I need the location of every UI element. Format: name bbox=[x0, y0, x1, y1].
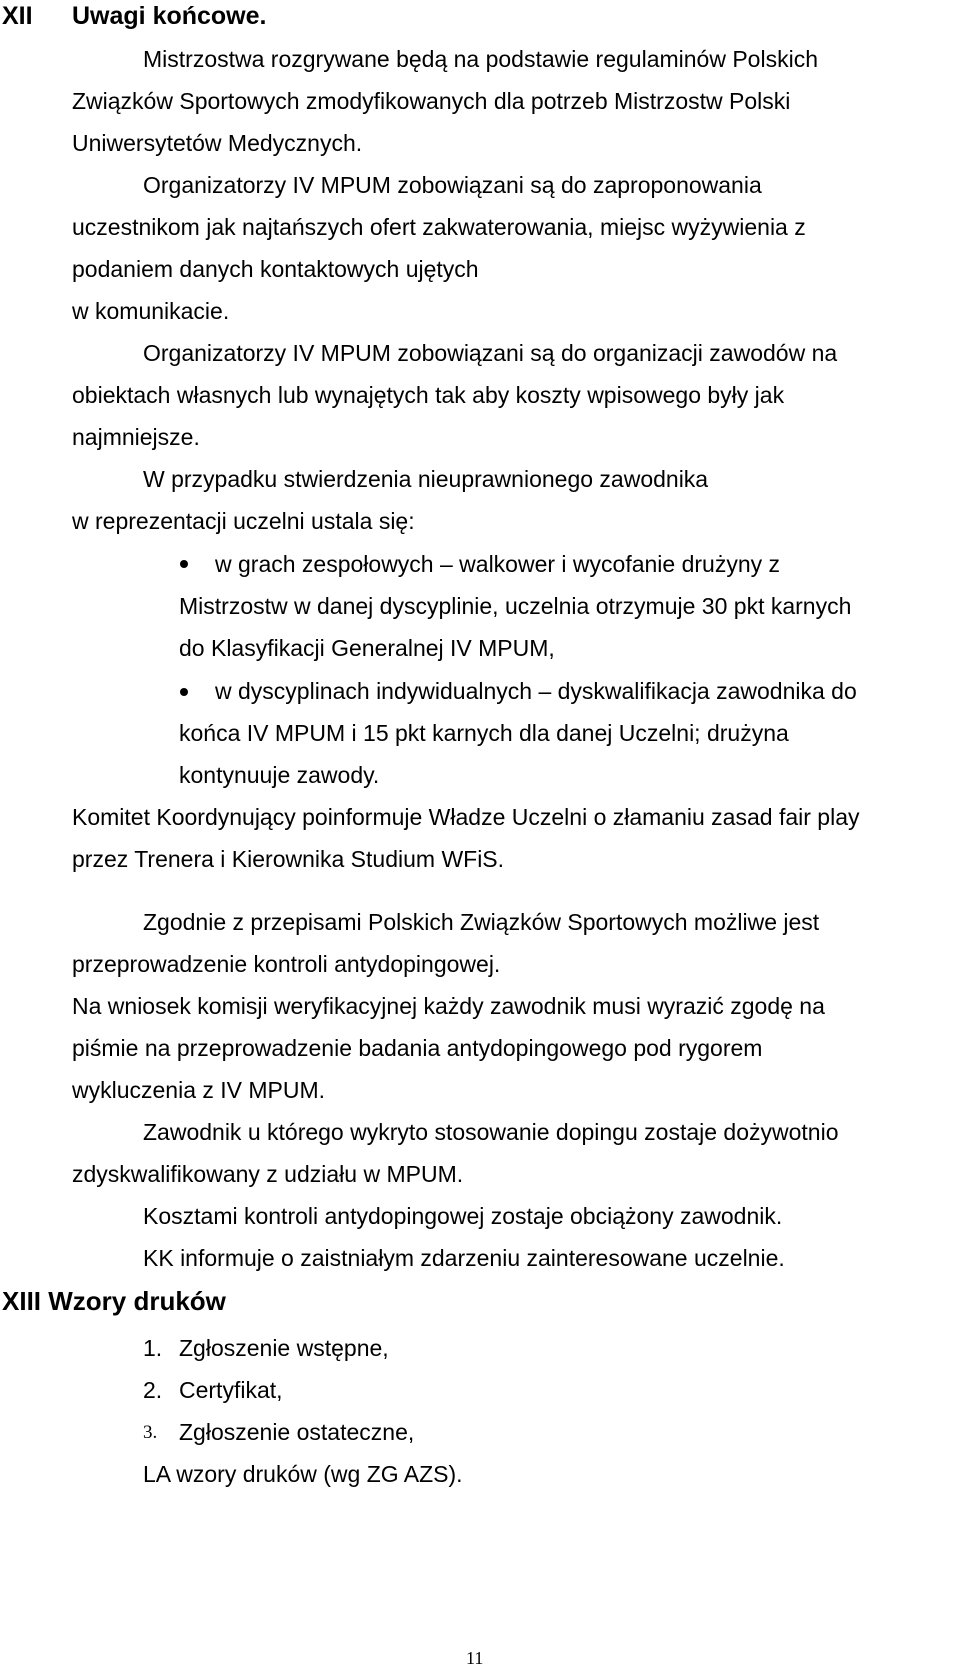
list-item-line: w grach zespołowych – walkower i wycofanie drużyny z bbox=[215, 551, 781, 577]
paragraph-line: Kosztami kontroli antydopingowej zostaje obciążony zawodnik. bbox=[143, 1203, 783, 1229]
list-item-number: 1. bbox=[143, 1335, 163, 1361]
bullet-icon bbox=[180, 560, 188, 568]
paragraph-line: KK informuje o zaistniałym zdarzeniu zainteresowane uczelnie. bbox=[143, 1245, 785, 1271]
page-number: 11 bbox=[466, 1648, 484, 1668]
section-title: XIII Wzory druków bbox=[2, 1286, 226, 1316]
paragraph-line: Zawodnik u którego wykryto stosowanie dopingu zostaje dożywotnio bbox=[143, 1119, 839, 1145]
paragraph-line: Komitet Koordynujący poinformuje Władze Uczelni o złamaniu zasad fair play bbox=[72, 804, 860, 830]
list-item-line: końca IV MPUM i 15 pkt karnych dla danej Uczelni; drużyna bbox=[179, 720, 789, 746]
paragraph-line: uczestnikom jak najtańszych ofert zakwaterowania, miejsc wyżywienia z bbox=[72, 214, 806, 240]
list-item-line: w dyscyplinach indywidualnych – dyskwalifikacja zawodnika do bbox=[215, 678, 857, 704]
paragraph-line: w reprezentacji uczelni ustala się: bbox=[72, 508, 415, 534]
section-number: XII bbox=[2, 2, 33, 30]
paragraph-line: Związków Sportowych zmodyfikowanych dla potrzeb Mistrzostw Polski bbox=[72, 88, 791, 114]
list-item-line: Mistrzostw w danej dyscyplinie, uczelnia otrzymuje 30 pkt karnych bbox=[179, 593, 852, 619]
paragraph-line: Na wniosek komisji weryfikacyjnej każdy zawodnik musi wyrazić zgodę na bbox=[72, 993, 825, 1019]
paragraph-line: Mistrzostwa rozgrywane będą na podstawie regulaminów Polskich bbox=[143, 46, 818, 72]
paragraph-line: Uniwersytetów Medycznych. bbox=[72, 130, 363, 156]
paragraph-line: piśmie na przeprowadzenie badania antydopingowego pod rygorem bbox=[72, 1035, 763, 1061]
list-item-number: 2. bbox=[143, 1377, 163, 1403]
paragraph-line: W przypadku stwierdzenia nieuprawnionego zawodnika bbox=[143, 466, 709, 492]
list-item-text: Certyfikat, bbox=[179, 1377, 283, 1403]
bullet-icon bbox=[180, 688, 188, 696]
paragraph-line: przeprowadzenie kontroli antydopingowej. bbox=[72, 951, 501, 977]
paragraph-line: wykluczenia z IV MPUM. bbox=[72, 1077, 326, 1103]
paragraph-line: podaniem danych kontaktowych ujętych bbox=[72, 256, 479, 282]
paragraph-line: LA wzory druków (wg ZG AZS). bbox=[143, 1461, 463, 1487]
list-item-text: Zgłoszenie wstępne, bbox=[179, 1335, 389, 1361]
paragraph-line: zdyskwalifikowany z udziału w MPUM. bbox=[72, 1161, 464, 1187]
section-title: Uwagi końcowe. bbox=[72, 2, 267, 30]
paragraph-line: Organizatorzy IV MPUM zobowiązani są do zaproponowania bbox=[143, 172, 762, 198]
paragraph-line: najmniejsze. bbox=[72, 424, 200, 450]
list-item-number: 3. bbox=[143, 1422, 158, 1443]
list-item-line: do Klasyfikacji Generalnej IV MPUM, bbox=[179, 635, 555, 661]
paragraph-line: Zgodnie z przepisami Polskich Związków Sportowych możliwe jest bbox=[143, 909, 820, 935]
paragraph-line: Organizatorzy IV MPUM zobowiązani są do organizacji zawodów na bbox=[143, 340, 838, 366]
paragraph-line: przez Trenera i Kierownika Studium WFiS. bbox=[72, 846, 505, 872]
list-item-text: Zgłoszenie ostateczne, bbox=[179, 1419, 415, 1445]
paragraph-line: obiektach własnych lub wynajętych tak aby koszty wpisowego były jak bbox=[72, 382, 785, 408]
list-item-line: kontynuuje zawody. bbox=[179, 762, 380, 788]
paragraph-line: w komunikacie. bbox=[72, 298, 230, 324]
